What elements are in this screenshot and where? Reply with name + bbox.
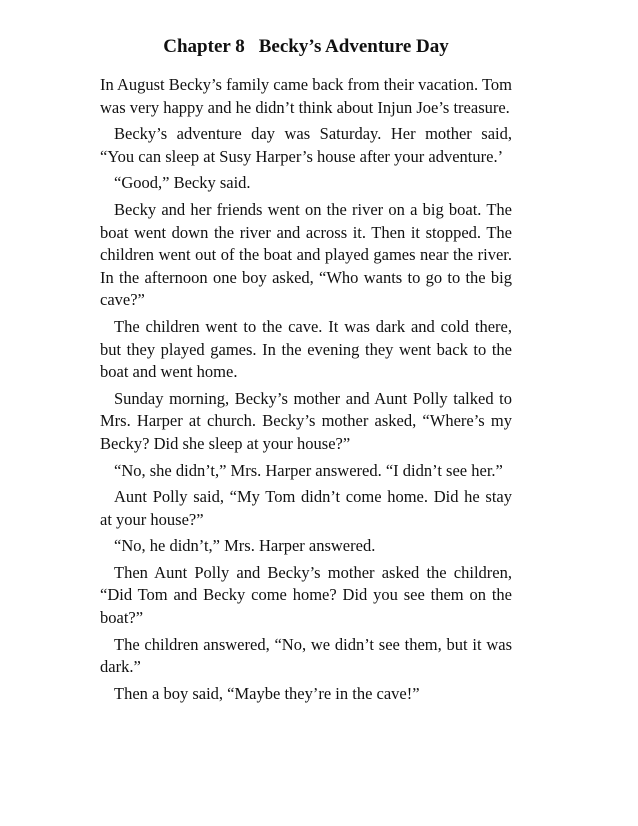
chapter-heading <box>100 34 512 60</box>
paragraph: The children went to the cave. It was dark and cold there, but they played games. In the evening they went back to the boat and went home. <box>100 316 512 382</box>
paragraph: Sunday morning, Becky’s mother and Aunt Polly talked to Mrs. Harper at church. Becky’s mother asked, “Where’s my Becky? Did she sleep at your house?” <box>100 388 512 453</box>
paragraph: “Good,” Becky said. <box>114 173 251 193</box>
paragraph: Then Aunt Polly and Becky’s mother asked the children, “Did Tom and Becky come home? Did you see them on the boat?” <box>100 562 512 628</box>
paragraph: Becky and her friends went on the river on a big boat. The boat went down the river and across it. Then it stopped. The children went out of the boat and played games near the river. In the afternoon one boy asked, “Who wants to go to the big cave?” <box>100 199 512 310</box>
paragraph: Becky’s adventure day was Saturday. Her mother said, “You can sleep at Susy Harper’s house after your adventure.’ <box>100 124 512 166</box>
paragraph: “No, she didn’t,” Mrs. Harper answered. “I didn’t see her.” <box>114 460 503 480</box>
chapter-number: Chapter 8 <box>163 36 245 57</box>
paragraph: The children answered, “No, we didn’t see them, but it was dark.” <box>100 634 512 677</box>
paragraph: Then a boy said, “Maybe they’re in the cave!” <box>114 683 420 703</box>
paragraph: Aunt Polly said, “My Tom didn’t come home. Did he stay at your house?” <box>100 487 512 529</box>
paragraph: “No, he didn’t,” Mrs. Harper answered. <box>114 536 376 556</box>
paragraph: In August Becky’s family came back from their vacation. Tom was very happy and he didn’t think about Injun Joe’s treasure. <box>100 75 512 117</box>
chapter-title: Becky’s Adventure Day <box>258 36 449 57</box>
